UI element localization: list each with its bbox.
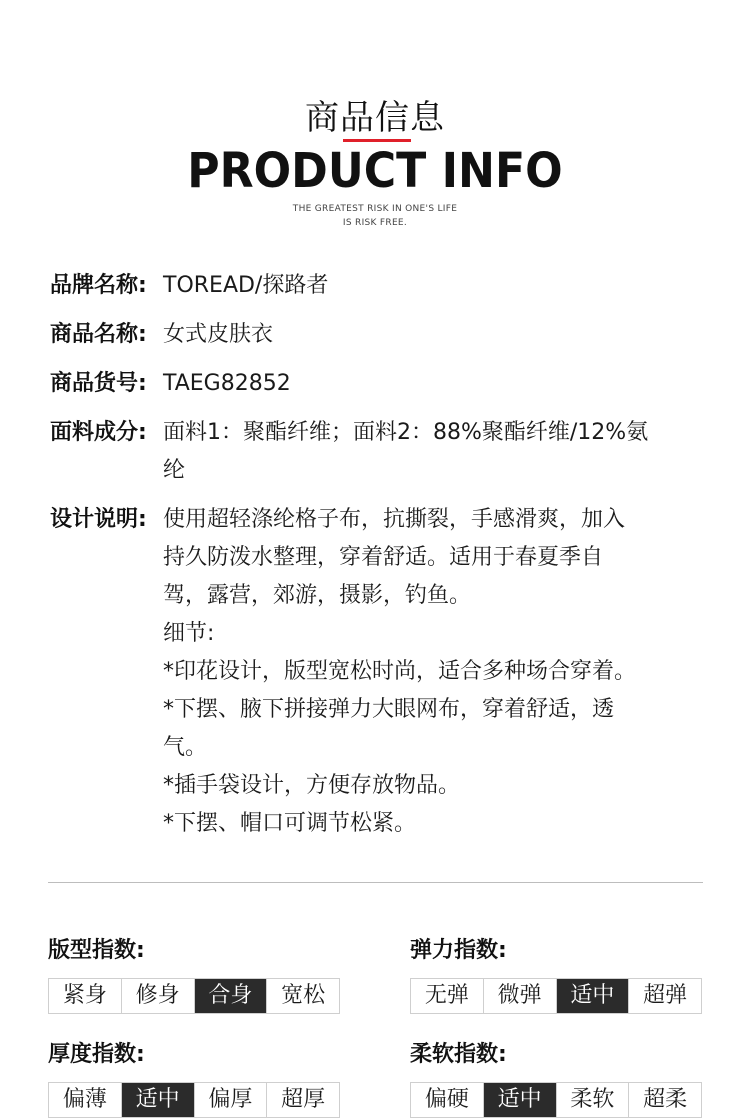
info-value-line: *插手袋设计，方便存放物品。 — [163, 773, 461, 798]
scale-option: 超柔 — [643, 1087, 688, 1112]
section-title-cn — [305, 96, 445, 140]
info-row-sku — [50, 365, 710, 403]
info-value — [163, 267, 710, 305]
fit-index — [48, 936, 340, 1014]
index-scale — [410, 978, 702, 1014]
section-header — [0, 96, 750, 230]
scale-option-selected: 合身 — [195, 979, 268, 1013]
info-value-line: 女式皮肤衣 — [163, 322, 274, 347]
index-title: 厚度指数: — [48, 1042, 145, 1067]
info-row-product-name — [50, 316, 710, 354]
scale-option: 偏薄 — [49, 1083, 122, 1117]
info-value-line: *印花设计，版型宽松时尚，适合多种场合穿着。 — [163, 659, 637, 684]
info-value-line: *下摆、帽口可调节松紧。 — [163, 811, 417, 836]
title-cn-text: 商品信息 — [305, 98, 445, 138]
scale-option: 偏硬 — [411, 1083, 484, 1117]
scale-option: 柔软 — [557, 1083, 630, 1117]
scale-option-selected: 适中 — [122, 1083, 195, 1117]
info-value-line: TAEG82852 — [163, 371, 291, 396]
index-scale — [48, 978, 340, 1014]
index-scale — [410, 1082, 702, 1118]
info-value-line: TOREAD/探路者 — [163, 273, 329, 298]
info-value — [163, 501, 710, 843]
info-row-design — [50, 501, 710, 843]
info-value-line: 驾，露营，郊游，摄影，钓鱼。 — [163, 583, 472, 608]
title-accent-underline — [343, 139, 411, 142]
index-title: 版型指数: — [48, 938, 145, 963]
info-value — [163, 316, 710, 354]
info-value-line: 面料1：聚酯纤维；面料2：88%聚酯纤维/12%氨 — [163, 420, 649, 445]
section-divider — [48, 882, 703, 883]
info-row-brand — [50, 267, 710, 305]
scale-option: 无弹 — [411, 979, 484, 1013]
info-label: 面料成分: — [50, 420, 147, 445]
scale-option-selected: 适中 — [557, 979, 630, 1013]
info-value-line: 持久防泼水整理，穿着舒适。适用于春夏季自 — [163, 545, 604, 570]
softness-index — [410, 1040, 702, 1118]
info-value-line: 细节: — [163, 621, 215, 646]
info-label: 品牌名称: — [50, 273, 147, 298]
product-info-list — [50, 267, 710, 854]
info-label: 设计说明: — [50, 507, 147, 532]
scale-option: 修身 — [122, 979, 195, 1013]
scale-option: 紧身 — [49, 979, 122, 1013]
scale-option: 超弹 — [643, 983, 688, 1008]
index-title: 弹力指数: — [410, 938, 507, 963]
info-value-line: *下摆、腋下拼接弹力大眼网布，穿着舒适，透 — [163, 697, 615, 722]
info-value-line: 气。 — [163, 735, 208, 760]
tagline-line-2: IS RISK FREE. — [342, 218, 408, 228]
scale-option: 宽松 — [281, 983, 326, 1008]
index-scale — [48, 1082, 340, 1118]
thickness-index — [48, 1040, 340, 1118]
info-row-fabric — [50, 414, 710, 490]
scale-option-selected: 适中 — [484, 1083, 557, 1117]
info-value — [163, 414, 710, 490]
tagline-line-1: THE GREATEST RISK IN ONE'S LIFE — [292, 204, 458, 214]
info-label: 商品货号: — [50, 371, 147, 396]
info-label: 商品名称: — [50, 322, 147, 347]
elasticity-index — [410, 936, 702, 1014]
info-value-line: 使用超轻涤纶格子布，抗撕裂，手感滑爽，加入 — [163, 507, 626, 532]
tagline — [0, 202, 750, 230]
scale-option: 超厚 — [281, 1087, 326, 1112]
section-title-en: PRODUCT INFO — [187, 143, 563, 199]
index-title: 柔软指数: — [410, 1042, 507, 1067]
scale-option: 偏厚 — [195, 1083, 268, 1117]
scale-option: 微弹 — [484, 979, 557, 1013]
info-value-line: 纶 — [163, 458, 186, 483]
info-value — [163, 365, 710, 403]
